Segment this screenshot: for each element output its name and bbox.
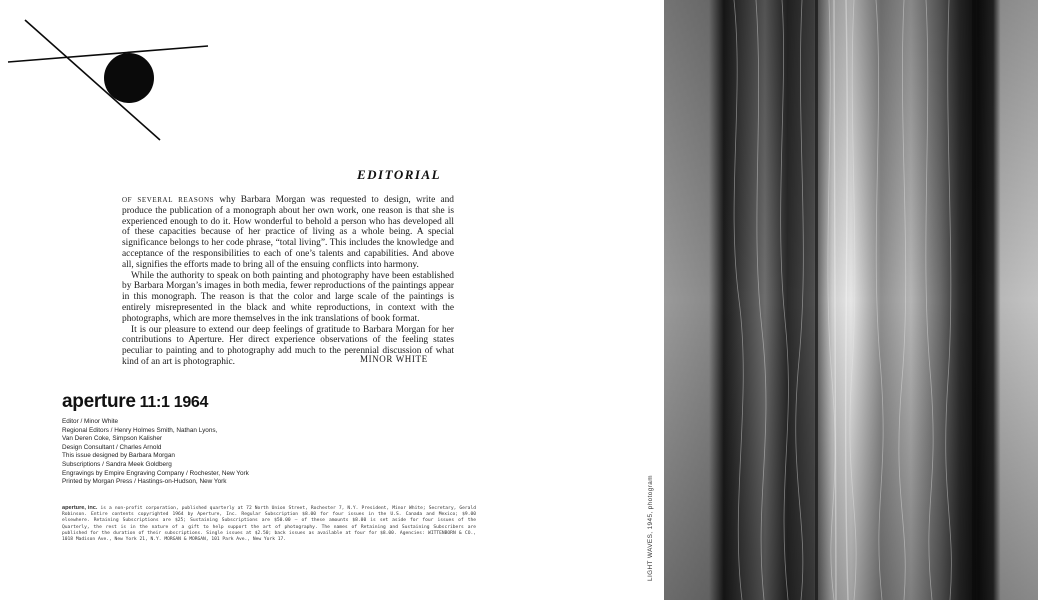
black-disc-icon xyxy=(104,53,154,103)
editorial-lead-in: OF SEVERAL REASONS xyxy=(122,196,215,204)
horizontal-rule-line xyxy=(8,46,208,62)
editorial-paragraph-1 xyxy=(122,195,454,271)
credit-line: Editor / Minor White xyxy=(62,418,119,425)
photo-caption-text: LIGHT WAVES, 1945, photogram xyxy=(647,475,654,581)
editorial-paragraph-2: While the authority to speak on both painting and photography have been established by Barbara Morgan’s images in both media, fewer reproductions of the paintings appear in this monograph. The reason is that the color and large scale of the paintings is entirely misrepresented in the black and white reproductions, in context with the photographs, which are more themselves in the ink translations of book format. xyxy=(122,270,454,324)
credit-line: Engravings by Empire Engraving Company / Rochester, New York xyxy=(62,469,249,477)
publisher-name: aperture, inc. xyxy=(62,505,98,511)
light-waves-photogram xyxy=(664,0,1038,600)
credit-line: Design Consultant / Charles Arnold xyxy=(62,443,162,451)
editorial-signature: MINOR WHITE xyxy=(360,354,428,364)
masthead-credits xyxy=(62,418,249,487)
editorial-paragraph-3: It is our pleasure to extend our deep feelings of gratitude to Barbara Morgan for her contributions to Aperture. Her direct experience observations of the feeling states peculiar to painting and to photography add much to the perennial discussion of what kind of an art is photographic. xyxy=(122,324,454,367)
credit-line: Regional Editors / Henry Holmes Smith, Nathan Lyons, xyxy=(62,426,218,434)
line-and-circle-graphic xyxy=(0,0,220,150)
editorial-heading: EDITORIAL xyxy=(357,167,442,182)
credit-line: Subscriptions / Sandra Meek Goldberg xyxy=(62,460,172,468)
credit-line: Van Deren Coke, Simpson Kalisher xyxy=(62,435,163,443)
masthead-title xyxy=(62,391,208,413)
credit-line: This issue designed by Barbara Morgan xyxy=(62,452,175,460)
editorial-paragraph-1-text: why Barbara Morgan was requested to design, write and produce the publication of a monograph about her own work, one reason is that she is experienced enough to do it. How wonderful to behold a person who has developed all of these capacities because of her practice of living as a whole being. A special significance belongs to her code phrase, “total living”. This includes the knowledge and acceptance of the responsibilities to each of one’s talents and capabilities. And above all, signifies the efforts made to bring all of the ensuing conflicts into harmony. xyxy=(122,195,454,270)
masthead-name: aperture xyxy=(62,391,136,412)
editorial-body xyxy=(122,195,454,368)
publication-info xyxy=(62,505,476,543)
credit-line: Printed by Morgan Press / Hastings-on-Hudson, New York xyxy=(62,478,227,486)
publication-info-text: is a non-profit corporation, published quarterly at 72 North Union Street, Rochester 7, N.Y. President, Minor White; Secretary, Gerald Robinson. Entire contents copyrighted 1964 by Aperture, Inc. Regular Subscription $8.00 for four issues in the U.S. Canada and Mexico; $9.00 elsewhere. Retaining Subscriptions are $25; Sustaining Subscriptions are $50.00 — of these amounts $8.00 is set aside for four issues of the Quarterly, the rest is in the nature of a gift to help support the art of photography. The names of Retaining and Sustaining Subscribers are published for the duration of their subscriptions. Single issues at $2.50; back issues as available at four for $8.00. Agencies: WITTENBORN & CO., 1018 Madison Ave., New York 21, N.Y. MORGAN & MORGAN, 101 Park Ave., New York 17. xyxy=(62,506,476,543)
masthead-issue: 11:1 1964 xyxy=(139,394,209,411)
